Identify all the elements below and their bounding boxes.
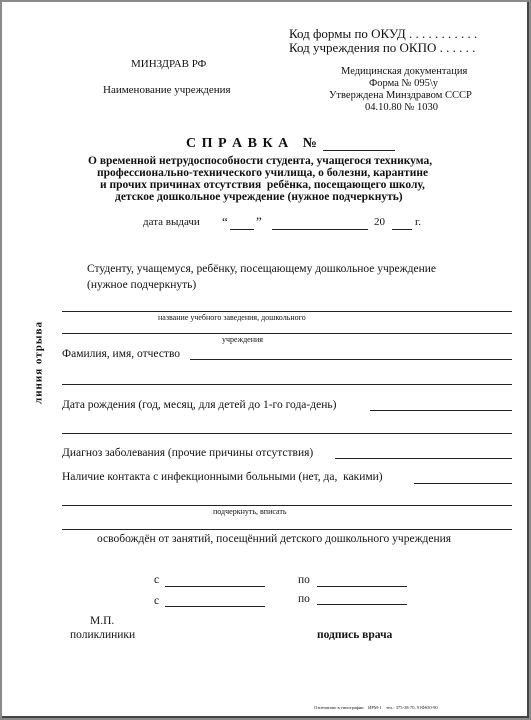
contact-line bbox=[414, 483, 512, 484]
birth-date-label: Дата рождения (год, месяц, для детей до 1-го года-день) bbox=[62, 399, 337, 411]
issue-date-label: дата выдачи bbox=[143, 216, 200, 228]
fio-line-2 bbox=[62, 384, 512, 385]
tear-line-label: линия отрыва bbox=[32, 321, 45, 404]
contact-label: Наличие контакта с инфекционными больными (нет, да, какими) bbox=[62, 471, 383, 483]
diagnosis-label: Диагноз заболевания (прочие причины отсутствия) bbox=[62, 447, 314, 459]
print-note: Отпечатано в типографии ИРМ-1 тел.: 375-38-70, 91Ф650-90 bbox=[314, 705, 438, 710]
released-label: освобождён от занятий, посещённий детского дошкольного учреждения bbox=[97, 533, 452, 545]
from-label-1: с bbox=[154, 574, 160, 586]
to-line-1 bbox=[317, 586, 407, 587]
contact-line-3 bbox=[62, 529, 512, 530]
quote-close: ” bbox=[256, 214, 262, 229]
quote-open: “ bbox=[222, 214, 228, 229]
okud-code: Код формы по ОКУД . . . . . . . . . . . bbox=[289, 26, 478, 41]
to-label-2: по bbox=[298, 593, 310, 605]
subtitle-line-1: О временной нетрудоспособности студента, учащегося техникума, bbox=[88, 155, 433, 167]
birth-date-line bbox=[370, 410, 512, 411]
from-line-2 bbox=[165, 606, 265, 607]
fio-line bbox=[190, 359, 512, 360]
caption-contact: подчеркнуть, вписать bbox=[213, 507, 287, 516]
okpo-code: Код учреждения по ОКПО . . . . . . bbox=[289, 40, 476, 55]
approval-line-3: Утверждена Минздравом СССР bbox=[329, 90, 472, 101]
approval-line-2: Форма № 095\у bbox=[369, 78, 439, 89]
certificate-form-095u bbox=[2, 2, 529, 718]
subtitle-line-3: и прочих причинах отсутствия ребёнка, посещающего школу, bbox=[100, 179, 425, 191]
institution-name-label: Наименование учреждения bbox=[103, 84, 231, 96]
approval-line-1: Медицинская документация bbox=[341, 66, 468, 77]
issue-year-suffix: г. bbox=[415, 216, 422, 228]
institution-line-2 bbox=[62, 333, 512, 334]
ministry-name: МИНЗДРАВ РФ bbox=[131, 58, 207, 70]
to-label-1: по bbox=[298, 574, 310, 586]
issue-month-line bbox=[272, 229, 368, 230]
from-line-1 bbox=[165, 586, 265, 587]
stamp-label-2: поликлиники bbox=[70, 629, 136, 641]
addressee-line-1: Студенту, учащемуся, ребёнку, посещающему дошкольное учреждение bbox=[87, 263, 436, 275]
doctor-signature-label: подпись врача bbox=[317, 629, 393, 641]
issue-year-prefix: 20 bbox=[374, 216, 385, 228]
contact-line-2 bbox=[62, 505, 512, 506]
fio-label: Фамилия, имя, отчество bbox=[62, 348, 181, 360]
institution-line-1 bbox=[62, 311, 512, 312]
birth-date-line-2 bbox=[62, 433, 512, 434]
from-label-2: с bbox=[154, 595, 160, 607]
caption-institution-2: учреждения bbox=[222, 335, 263, 344]
diagnosis-line bbox=[335, 458, 512, 459]
to-line-2 bbox=[317, 604, 407, 605]
issue-year-line bbox=[392, 229, 412, 230]
issue-day-line bbox=[230, 229, 254, 230]
certificate-title: С П Р А В К А № bbox=[186, 136, 318, 151]
caption-institution-1: название учебного заведения, дошкольного bbox=[158, 313, 306, 322]
subtitle-line-4: детское дошкольное учреждение (нужное подчеркнуть) bbox=[115, 191, 403, 203]
subtitle-line-2: профессионально-технического училища, о болезни, карантине bbox=[97, 167, 429, 179]
addressee-line-2: (нужное подчеркнуть) bbox=[87, 279, 197, 291]
stamp-label-1: М.П. bbox=[90, 615, 115, 627]
certificate-number-line bbox=[323, 150, 395, 151]
approval-line-4: 04.10.80 № 1030 bbox=[365, 102, 439, 113]
